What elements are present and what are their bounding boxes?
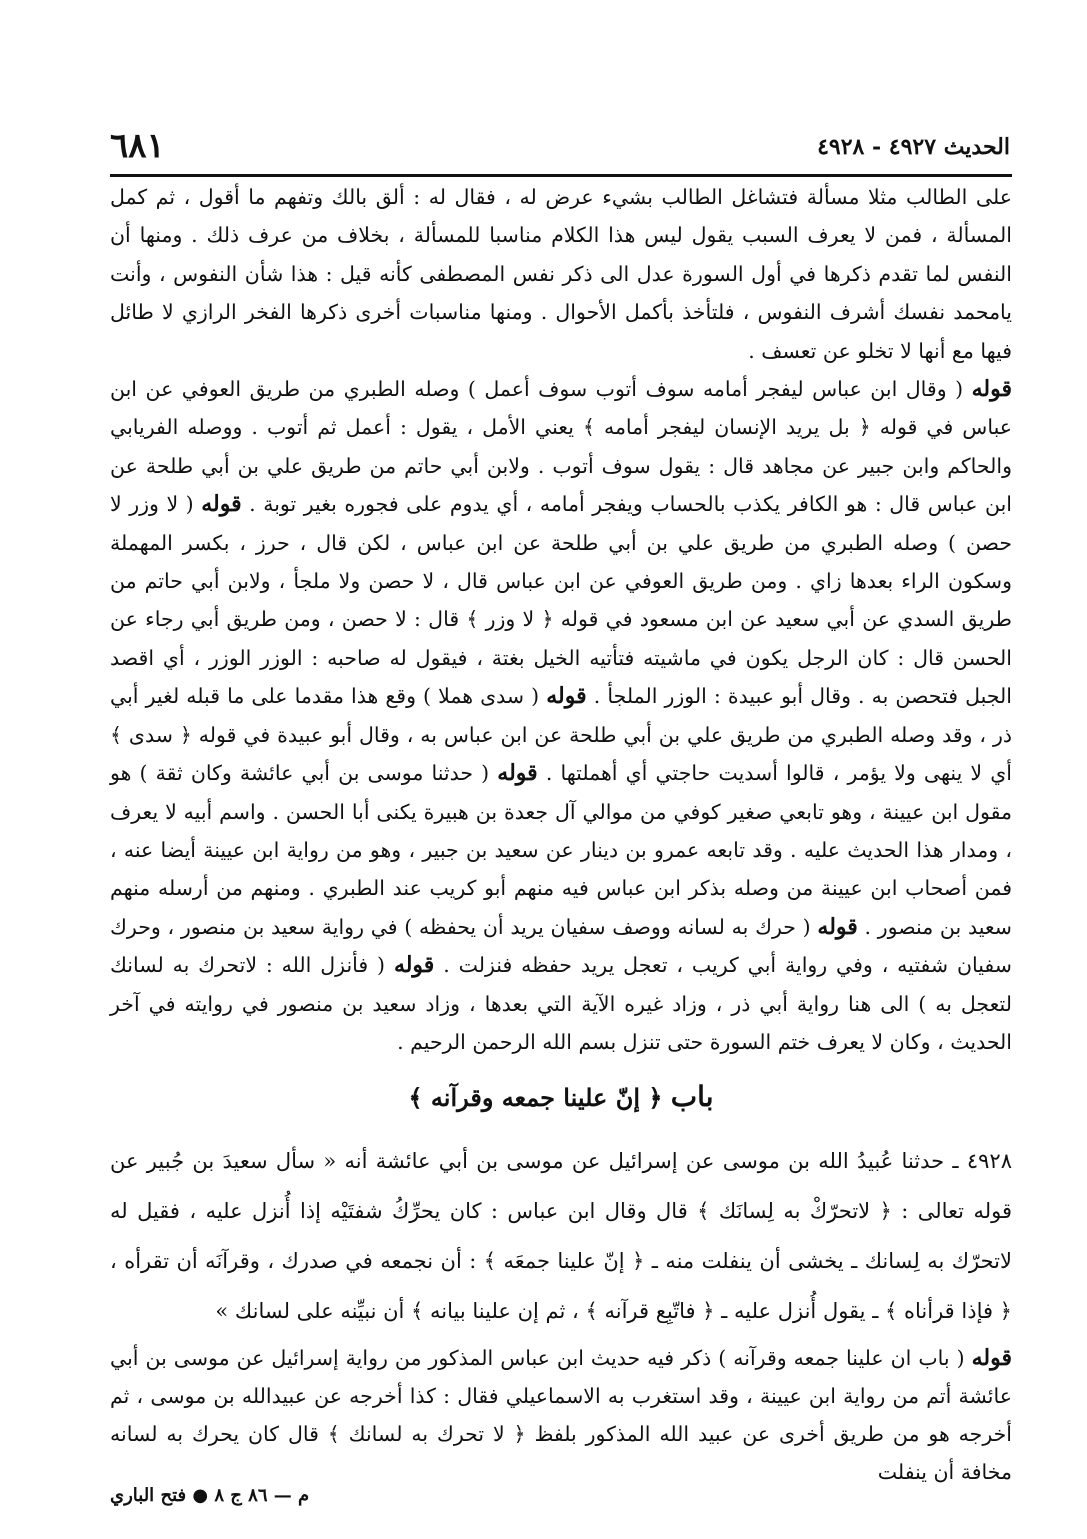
chapter-title: ﴿ إنّ علينا جمعه وقرآنه ﴾ bbox=[408, 1083, 663, 1112]
qawluhu-marker: قوله bbox=[393, 952, 435, 979]
commentary-block-2 bbox=[110, 1339, 1012, 1491]
page-header bbox=[110, 126, 1010, 170]
qawluhu-marker: قوله bbox=[201, 491, 242, 518]
paragraph-text: ( باب ان علينا جمعه وقرآنه ) ذكر فيه حديث ابن عباس المذكور من رواية إسرائيل عن موسى بن أبي عائشة أتم من رواية ابن عيينة ، وقد استغرب به الاسماعيلي فقال : كذا أخرجه عن عبيدالله بن موسى ، ثم أخرجه هو من طريق أخرى عن عبيد الله المذكور بلفظ ﴿ لا تحرك به لسانك ﴾ قال كان يحرك به لسانه مخافة أن ينفلت bbox=[110, 1346, 1012, 1484]
paragraph-text: على الطالب مثلا مسألة فتشاغل الطالب بشيء عرض له ، فقال له : ألق بالك وتفهم ما أقول ، ثم كمل المسألة ، فمن لا يعرف السبب يقول ليس هذا الكلام مناسبا للمسألة ، بخلاف من عرف ذلك . ومنها أن النفس لما تقدم ذكرها في أول السورة عدل الى ذكر نفس المصطفى كأنه قيل : هذا شأن النفوس ، وأنت يامحمد نفسك أشرف النفوس ، فلتأخذ بأكمل الأحوال . ومنها مناسبات أخرى ذكرها الفخر الرازي لا طائل فيها مع أنها لا تخلو عن تعسف . bbox=[110, 185, 1012, 363]
commentary-paragraph bbox=[110, 178, 1012, 370]
qawluhu-marker: قوله bbox=[817, 913, 858, 940]
paragraph-text: ( فأنزل الله : لاتحرك به لسانك لتعجل به ) الى هنا رواية أبي ذر ، وزاد غيره الآية التي بعدها ، وزاد سعيد بن منصور في روايته في آخر الحديث ، وكان لا يعرف ختم السورة حتى تنزل بسم الله الرحمن الرحيم . bbox=[110, 953, 1012, 1054]
header-rule bbox=[110, 174, 1012, 177]
paragraph-text: ( سدى هملا ) وقع هذا مقدما على ما قبله لغير أبي ذر ، وقد وصله الطبري من طريق علي بن أبي طلحة عن ابن عباس به ، وقال أبو عبيدة في قوله ﴿ سدى ﴾ أي لا ينهى ولا يؤمر ، قالوا أسديت حاجتي أي أهملتها . bbox=[110, 684, 1012, 786]
commentary-paragraph bbox=[110, 370, 1012, 1061]
qawluhu-marker: قوله bbox=[546, 683, 587, 710]
paragraph-text: ( حدثنا موسى بن أبي عائشة وكان ثقة ) هو مقول ابن عيينة ، وهو تابعي صغير كوفي من موالي آل جعدة بن هبيرة يكنى أبا الحسن . واسم أبيه لا يعرف ، ومدار هذا الحديث عليه . وقد تابعه عمرو بن دينار عن سعيد بن جبير ، وهو من رواية ابن عيينة أيضا عنه ، فمن أصحاب ابن عيينة من وصله بذكر ابن عباس فيه منهم أبو كريب عند الطبري . ومنهم من أرسله منهم سعيد بن منصور . bbox=[110, 761, 1012, 939]
commentary-paragraph bbox=[110, 1339, 1012, 1491]
qawluhu-marker: قوله bbox=[971, 376, 1012, 403]
page-signature: م — ٨٦ ج ٨ ● فتح الباري bbox=[110, 1485, 310, 1506]
paragraph-text: ( وقال ابن عباس ليفجر أمامه سوف أتوب سوف أعمل ) وصله الطبري من طريق العوفي عن ابن عباس في قوله ﴿ بل يريد الإنسان ليفجر أمامه ﴾ يعني الأمل ، يقول : أعمل ثم أتوب . ووصله الفريابي والحاكم وابن جبير عن مجاهد قال : يقول سوف أتوب . ولابن أبي حاتم من طريق علي بن أبي طلحة عن ابن عباس قال : هو الكافر يكذب بالحساب ويفجر أمامه ، أي يدوم على فجوره بغير توبة . bbox=[110, 377, 1012, 517]
qawluhu-marker: قوله bbox=[497, 760, 538, 787]
hadith-range-heading: الحديث ٤٩٢٧ - ٤٩٢٨ bbox=[817, 134, 1010, 160]
hadith-block bbox=[110, 1136, 1012, 1336]
commentary-block-1 bbox=[110, 178, 1012, 1061]
hadith-text: ٤٩٢٨ ـ حدثنا عُبيدُ الله بن موسى عن إسرائيل عن موسى بن أبي عائشة أنه « سأل سعيدَ بن جُبير عن قوله تعالى : ﴿ لاتحرّكْ به لِسانَك ﴾ قال وقال ابن عباس : كان يحرِّكُ شفتَيْه إذا أُنزل عليه ، فقيل له لاتحرّك به لِسانك ـ يخشى أن ينفلت منه ـ ﴿ إنّ علينا جمعَه ﴾ : أن نجمعه في صدرك ، وقرآنَه أن تقرأه ، ﴿ فإذا قرأناه ﴾ ـ يقول أُنزل عليه ـ ﴿ فاتّبِع قرآنه ﴾ ، ثم إن علينا بيانه ﴾ أن نبيِّنه على لسانك » bbox=[110, 1149, 1012, 1323]
qawluhu-marker: قوله bbox=[971, 1345, 1012, 1371]
chapter-heading bbox=[110, 1080, 1012, 1118]
paragraph-text: ( لا وزر لا حصن ) وصله الطبري من طريق علي بن أبي طلحة عن ابن عباس ، لكن قال ، حرز ، بكسر المهملة وسكون الراء بعدها زاي . ومن طريق العوفي عن ابن عباس قال ، لا حصن ولا ملجأ ، ولابن أبي حاتم من طريق السدي عن أبي سعيد عن ابن مسعود في قوله ﴿ لا وزر ﴾ قال : لا حصن ، ومن طريق أبي رجاء عن الحسن قال : كان الرجل يكون في ماشيته فتأتيه الخيل بغتة ، فيقول له صاحبه : الوزر الوزر ، أي اقصد الجبل فتحصن به . وقال أبو عبيدة : الوزر الملجأ . bbox=[110, 492, 1012, 709]
paragraph-text: ( حرك به لسانه ووصف سفيان يريد أن يحفظه ) في رواية سعيد بن منصور ، وحرك سفيان شفتيه ، وفي رواية أبي كريب ، تعجل يريد حفظه فنزلت . bbox=[110, 914, 1012, 978]
chapter-label: باب bbox=[670, 1080, 714, 1113]
page-number: ٦٨١ bbox=[110, 126, 165, 166]
